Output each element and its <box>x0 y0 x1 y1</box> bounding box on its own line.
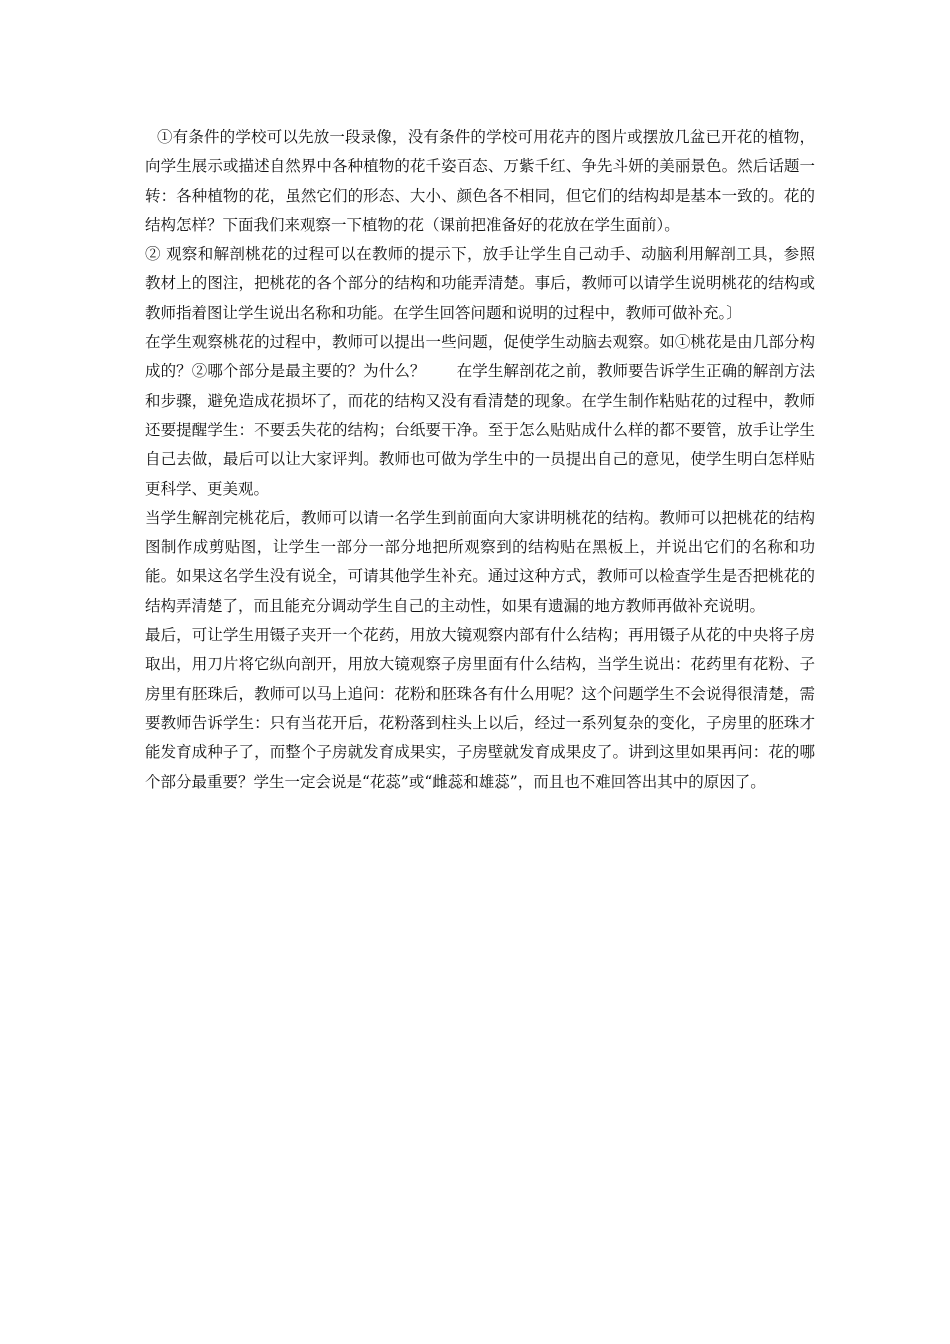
paragraph-observation-questions: 在学生观察桃花的过程中，教师可以提出一些问题，促使学生动脑去观察。如①桃花是由几部分构成的？②哪个部分是最主要的？为什么？ 在学生解剖花之前，教师要告诉学生正确的解剖方法和步骤，避免造成花损坏了，而花的结构又没有看清楚的现象。在学生制作粘贴花的过程中，教师还要提醒学生：不要丢失花的结构；台纸要干净。至于怎么贴贴成什么样的都不要管，放手让学生自己去做，最后可以让大家评判。教师也可做为学生中的一员提出自己的意见，使学生明白怎样贴更科学、更美观。 <box>145 333 815 498</box>
paragraph-intro-video: ①有条件的学校可以先放一段录像，没有条件的学校可用花卉的图片或摆放几盆已开花的植物，向学生展示或描述自然界中各种植物的花千姿百态、万紫千红、争先斗妍的美丽景色。然后话题一转：各种植物的花，虽然它们的形态、大小、颜色各不相同，但它们的结构却是基本一致的。花的结构怎样？下面我们来观察一下植物的花（课前把准备好的花放在学生面前）。 <box>145 128 815 234</box>
paragraph-dissection-guidance: ② 观察和解剖桃花的过程可以在教师的提示下，放手让学生自己动手、动脑利用解剖工具，参照教材上的图注，把桃花的各个部分的结构和功能弄清楚。事后，教师可以请学生说明桃花的结构或教师指着图让学生说出名称和功能。在学生回答问题和说明的过程中，教师可做补充。〕 <box>145 245 815 322</box>
paragraph-anther-ovary: 最后，可让学生用镊子夹开一个花药，用放大镜观察内部有什么结构；再用镊子从花的中央将子房取出，用刀片将它纵向剖开，用放大镜观察子房里面有什么结构，当学生说出：花药里有花粉、子房里有胚珠后，教师可以马上追问：花粉和胚珠各有什么用呢？这个问题学生不会说得很清楚，需要教师告诉学生：只有当花开后，花粉落到柱头上以后，经过一系列复杂的变化，子房里的胚珠才能发育成种子了，而整个子房就发育成果实，子房壁就发育成果皮了。讲到这里如果再问：花的哪个部分最重要？学生一定会说是“花蕊”或“雌蕊和雄蕊”，而且也不难回答出其中的原因了。 <box>145 626 815 791</box>
document-page <box>145 123 815 797</box>
paragraph-student-explanation: 当学生解剖完桃花后，教师可以请一名学生到前面向大家讲明桃花的结构。教师可以把桃花的结构图制作成剪贴图，让学生一部分一部分地把所观察到的结构贴在黑板上，并说出它们的名称和功能。如果这名学生没有说全，可请其他学生补充。通过这种方式，教师可以检查学生是否把桃花的结构弄清楚了，而且能充分调动学生自己的主动性，如果有遗漏的地方教师再做补充说明。 <box>145 508 815 615</box>
